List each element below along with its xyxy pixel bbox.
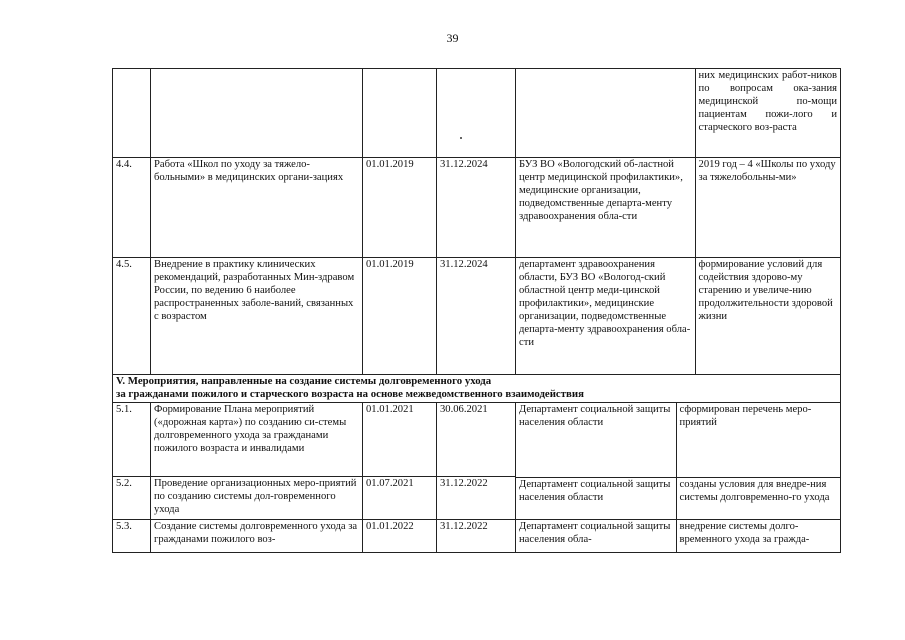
row-responsible: БУЗ ВО «Вологодский об-ластной центр медицинской профилактики», медицинские организации, подведомственные департа-менту здравоохранения обла-сти [516, 158, 696, 258]
row-number: 5.1. [113, 403, 151, 477]
table-row [516, 477, 840, 519]
row-result: внедрение системы долго-временного ухода за гражда- [676, 519, 840, 552]
section-title-line-1: V. Мероприятия, направленные на создание системы долговременного ухода [116, 375, 492, 387]
row-number [113, 69, 151, 158]
row-end-date: 31.12.2024 [437, 158, 516, 258]
row-result: сформирован перечень меро-приятий [676, 403, 840, 477]
row-result: 2019 год – 4 «Школы по уходу за тяжелобольны-ми» [695, 158, 840, 258]
bottom-right-columns [516, 403, 841, 553]
table-row [113, 258, 841, 375]
section-title-line-2: за гражданами пожилого и старческого возраста на основе межведомственного взаимодействия [116, 388, 584, 400]
row-start-date: 01.01.2019 [363, 258, 437, 375]
table-row [113, 69, 841, 158]
section-title [113, 375, 841, 403]
row-action: Внедрение в практику клинических рекомендаций, разработанных Мин-здравом России, по ведению 6 наиболее распространенных заболе-ваний, связанных с возрастом [151, 258, 363, 375]
row-end-date [437, 69, 516, 158]
row-end-date: 31.12.2022 [437, 477, 516, 519]
table-row [113, 403, 841, 477]
row-start-date: 01.01.2021 [363, 403, 437, 477]
row-start-date: 01.01.2019 [363, 158, 437, 258]
row-number: 4.4. [113, 158, 151, 258]
row-end-date: 31.12.2022 [437, 519, 516, 552]
row-number: 5.3. [113, 519, 151, 552]
row-responsible: Департамент социальной защиты населения области [516, 477, 676, 519]
row-result: созданы условия для внедре-ния системы долговременно-го ухода [676, 477, 840, 519]
section-header-row [113, 375, 841, 403]
row-responsible: Департамент социальной защиты населения обла- [516, 519, 676, 552]
measures-table [112, 68, 841, 553]
row-responsible [516, 69, 696, 158]
table-row [516, 403, 840, 477]
table-row [516, 519, 840, 552]
row-action: Создание системы долговременного ухода за гражданами пожилого воз- [151, 519, 363, 552]
responsible-result-subtable [516, 403, 840, 552]
row-end-date: 30.06.2021 [437, 403, 516, 477]
row-action: Проведение организационных меро-приятий по созданию системы дол-говременного ухода [151, 477, 363, 519]
table-row [113, 158, 841, 258]
row-responsible: Департамент социальной защиты населения области [516, 403, 676, 477]
row-action: Формирование Плана мероприятий («дорожная карта») по созданию си-стемы долговременного ухода за гражданами пожилого возраста и инвалидами [151, 403, 363, 477]
row-start-date: 01.01.2022 [363, 519, 437, 552]
row-result: формирование условий для содействия здорово-му старению и увеличе-нию продолжительности здоровой жизни [695, 258, 840, 375]
row-action: Работа «Школ по уходу за тяжело-больными» в медицинских органи-зациях [151, 158, 363, 258]
row-number: 4.5. [113, 258, 151, 375]
row-result: них медицинских работ-ников по вопросам ока-зания медицинской по-мощи пациентам пожи-лого и старческого воз-раста [695, 69, 840, 158]
row-number: 5.2. [113, 477, 151, 519]
row-end-date: 31.12.2024 [437, 258, 516, 375]
row-action [151, 69, 363, 158]
row-start-date [363, 69, 437, 158]
row-responsible: департамент здравоохранения области, БУЗ ВО «Вологод-ский областной центр меди-цинской профилактики», медицинские организации, подведомственные департа-менту здравоохранения обла-сти [516, 258, 696, 375]
row-start-date: 01.07.2021 [363, 477, 437, 519]
page-number: 39 [446, 31, 459, 45]
